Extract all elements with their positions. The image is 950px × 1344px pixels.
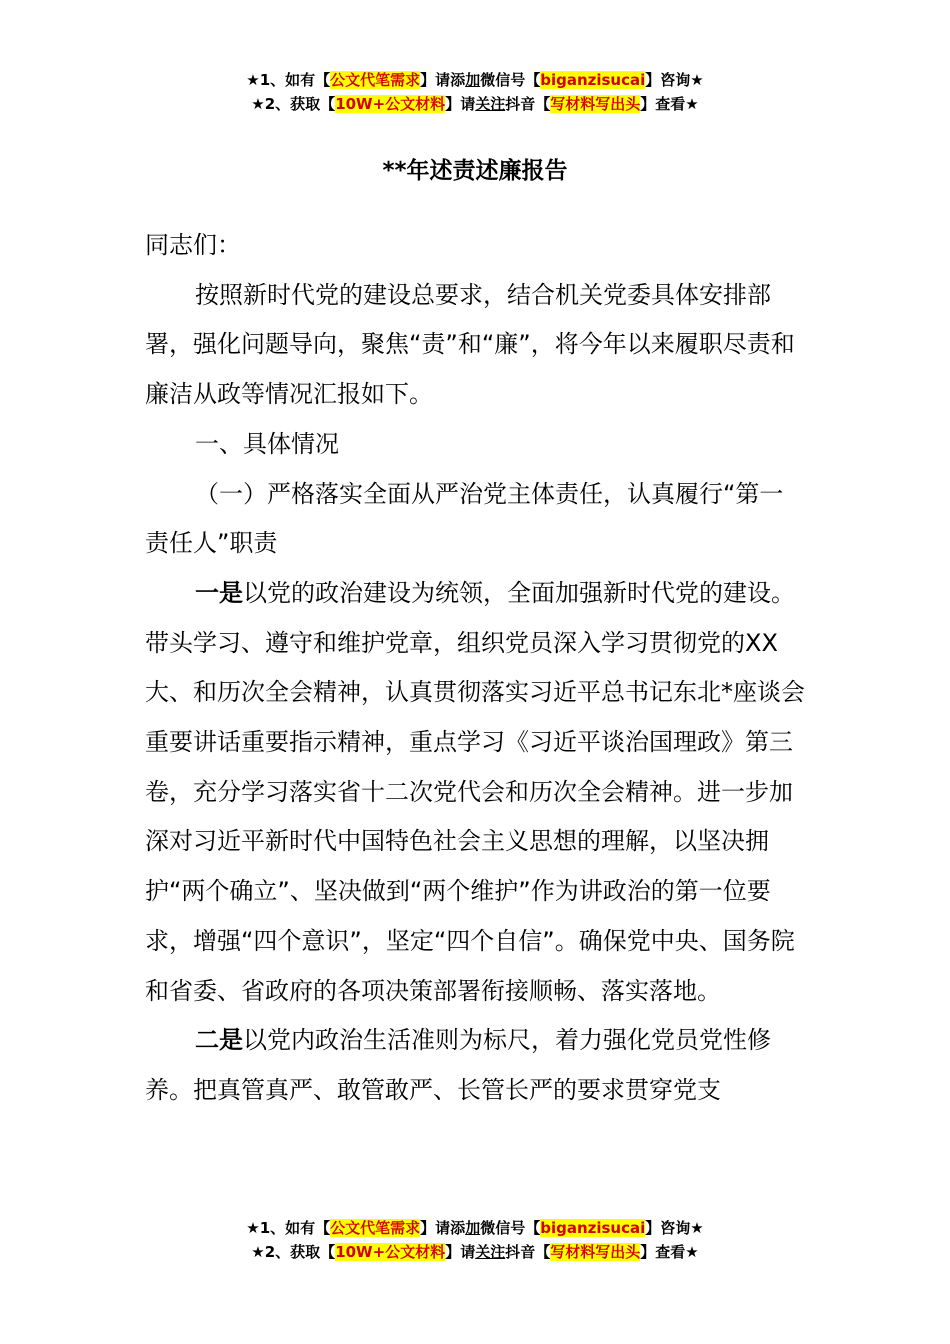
top-banner (0, 68, 950, 116)
subsection-heading: （一）严格落实全面从严治党主体责任，认真履行“第一责任人”职责 (145, 479, 784, 558)
banner-text: 抖音【 (505, 1243, 551, 1261)
banner-highlight: 公文代笔需求 (330, 71, 421, 89)
banner-line-2 (0, 1240, 950, 1264)
document-title: **年述责述廉报告 (382, 158, 568, 184)
banner-underlined-text: 加 (465, 1219, 481, 1237)
paragraph-lead: 一是 (195, 578, 243, 607)
banner-highlight: 10W+公文材料 (335, 95, 446, 113)
banner-text: 】请添 (420, 71, 466, 89)
banner-douyin-name: 写材料写出头 (550, 1243, 641, 1261)
paragraph-lead: 二是 (195, 1026, 243, 1055)
banner-douyin-name: 写材料写出头 (550, 95, 641, 113)
paragraph-text: 以党内政治生活准则为标尺，着力强化党员党性修养。把真管真严、敢管敢严、长管长严的要求贯穿党支 (145, 1026, 771, 1104)
banner-text: 】请添 (420, 1219, 466, 1237)
banner-highlight: 公文代笔需求 (330, 1219, 421, 1237)
banner-text: 】请 (445, 1243, 476, 1261)
document-body (145, 221, 807, 1116)
banner-text: 】查看★ (640, 95, 699, 113)
banner-text: ★2、获取【 (251, 1243, 336, 1261)
banner-wechat-id: biganzisucai (540, 1219, 646, 1237)
banner-text: 】请 (445, 95, 476, 113)
banner-line-1 (0, 1216, 950, 1240)
banner-text: 微信号【 (480, 1219, 541, 1237)
banner-text: 】查看★ (640, 1243, 699, 1261)
body-paragraph-1 (145, 569, 807, 1016)
salutation: 同志们： (145, 231, 241, 259)
banner-text: ★1、如有【 (246, 71, 331, 89)
bottom-banner (0, 1216, 950, 1264)
banner-underlined-text: 关注 (475, 1243, 506, 1261)
banner-line-1 (0, 68, 950, 92)
section-heading: 一、具体情况 (195, 429, 339, 458)
banner-text: ★2、获取【 (251, 95, 336, 113)
intro-paragraph: 按照新时代党的建设总要求，结合机关党委具体安排部署，强化问题导向，聚焦“责”和“廉”，将今年以来履职尽责和廉洁从政等情况汇报如下。 (145, 280, 795, 409)
banner-wechat-id: biganzisucai (540, 71, 646, 89)
banner-text: ★1、如有【 (246, 1219, 331, 1237)
banner-text: 】咨询★ (645, 71, 704, 89)
banner-text: 微信号【 (480, 71, 541, 89)
banner-text: 】咨询★ (645, 1219, 704, 1237)
body-paragraph-2 (145, 1016, 807, 1115)
paragraph-text: 以党的政治建设为统领，全面加强新时代党的建设。带头学习、遵守和维护党章，组织党员深入学习贯彻党的XX大、和历次全会精神，认真贯彻落实习近平总书记东北*座谈会重要讲话重要指示精神，重点学习《习近平谈治国理政》第三卷，充分学习落实省十二次党代会和历次全会精神。进一步加深对习近平新时代中国特色社会主义思想的理解，以坚决拥护“两个确立”、坚决做到“两个维护”作为讲政治的第一位要求，增强“四个意识”，坚定“四个自信”。确保党中央、国务院和省委、省政府的各项决策部署衔接顺畅、落实落地。 (145, 578, 805, 1005)
banner-line-2 (0, 92, 950, 116)
banner-underlined-text: 加 (465, 71, 481, 89)
banner-underlined-text: 关注 (475, 95, 506, 113)
banner-highlight: 10W+公文材料 (335, 1243, 446, 1261)
banner-text: 抖音【 (505, 95, 551, 113)
